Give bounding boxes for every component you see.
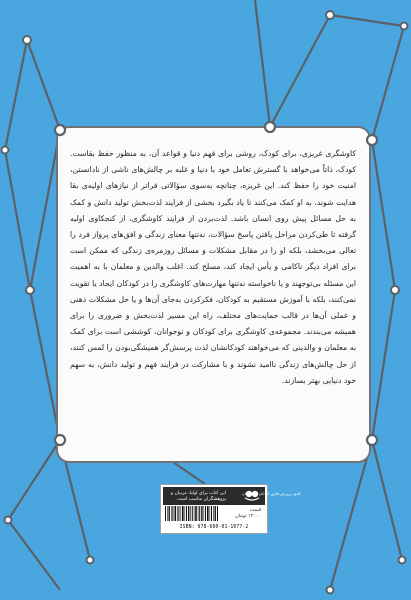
publisher-logo-icon xyxy=(227,489,301,503)
publisher-logo-text: کانون پرورش فکری کودکان و نوجوانان xyxy=(242,492,301,496)
node-dot xyxy=(23,36,31,44)
node-dot xyxy=(26,286,34,294)
node-dot xyxy=(87,557,94,564)
node-dot xyxy=(2,147,9,154)
isbn-number: ISBN: 978-600-01-1077-2 xyxy=(179,525,249,530)
node-dot xyxy=(401,23,408,30)
node-dot xyxy=(5,517,12,524)
price-value: ۱۲۰۰۰ تومان xyxy=(235,514,261,519)
publisher-tagline: این کتاب برای اولیا، مربیان و پژوهشگران مناسب است. xyxy=(170,491,226,502)
node-dot xyxy=(399,557,406,564)
price-label: قیمت xyxy=(249,508,261,513)
publisher-info-box xyxy=(160,484,301,534)
node-dot xyxy=(326,11,334,19)
barcode-icon xyxy=(165,506,219,521)
blurb-paragraph: کاوشگری غریزی، برای کودک، روشی برای فهم دنیا و قواعد آن، به منظور حفظ بقاست. کودک، ذاتاً می‌خواهد با گسترش تعامل خود با دنیا و غلبه بر چالش‌های ناشی از نادانستن، امنیت خود را حفظ کند. این غریزه، چنانچه به‌سوی سؤالاتی فراتر از نیازهای اولیه‌ی بقا هدایت شوند، به او کمک می‌کنند تا یاد بگیرد بخشی از فرایند لذت‌بخش تولید دانش و کمک به حل مسائل پیش روی انسان باشد. لذت‌بردن از فرایند کاوشگری، از کنجکاوی اولیه گرفته تا طی‌کردن مراحل یافتن پاسخ سؤالات، نه‌تنها معنای زندگی و افق‌های پرواز فرد را تعالی می‌بخشد، بلکه او را در مقابل مشکلات و مسائل روزمره‌ی زندگی که ممکن است برای افراد دیگر ناکامی و یأس ایجاد کند، مسلح کند. اغلب والدین و معلمان با به اهمیت این مسئله بی‌توجهند و یا ناخواسته نه‌تنها مهارت‌های کاوشگری را در کودکان ایجاد یا تقویت نمی‌کنند، بلکه با آموزش مستقیم به کودکان، فکرکردن به‌جای آن‌ها و یا حل مشکلات ذهنی و عملی آن‌ها در قالب حمایت‌های مختلف، راه این مسیر لذت‌بخش و ضروری را برای همیشه می‌بندند. مجموعه‌ی کاوشگری برای کودکان و نوجوانان، کوششی است برای کمک به معلمان و والدینی که می‌خواهند کودکانشان لذت پرسش‌گر همیشگی‌بودن را لمس کنند، از حل چالش‌های زندگی ناامید نشوند و با مشارکت در فرایند فهم و تولید دانش، به سهم خود دنیایی بهتر بسازند. xyxy=(70,149,356,385)
node-dot xyxy=(391,286,399,294)
back-cover-blurb xyxy=(70,146,356,389)
publisher-logo xyxy=(227,489,301,503)
node-dot xyxy=(327,587,334,594)
publisher-banner xyxy=(163,487,301,505)
